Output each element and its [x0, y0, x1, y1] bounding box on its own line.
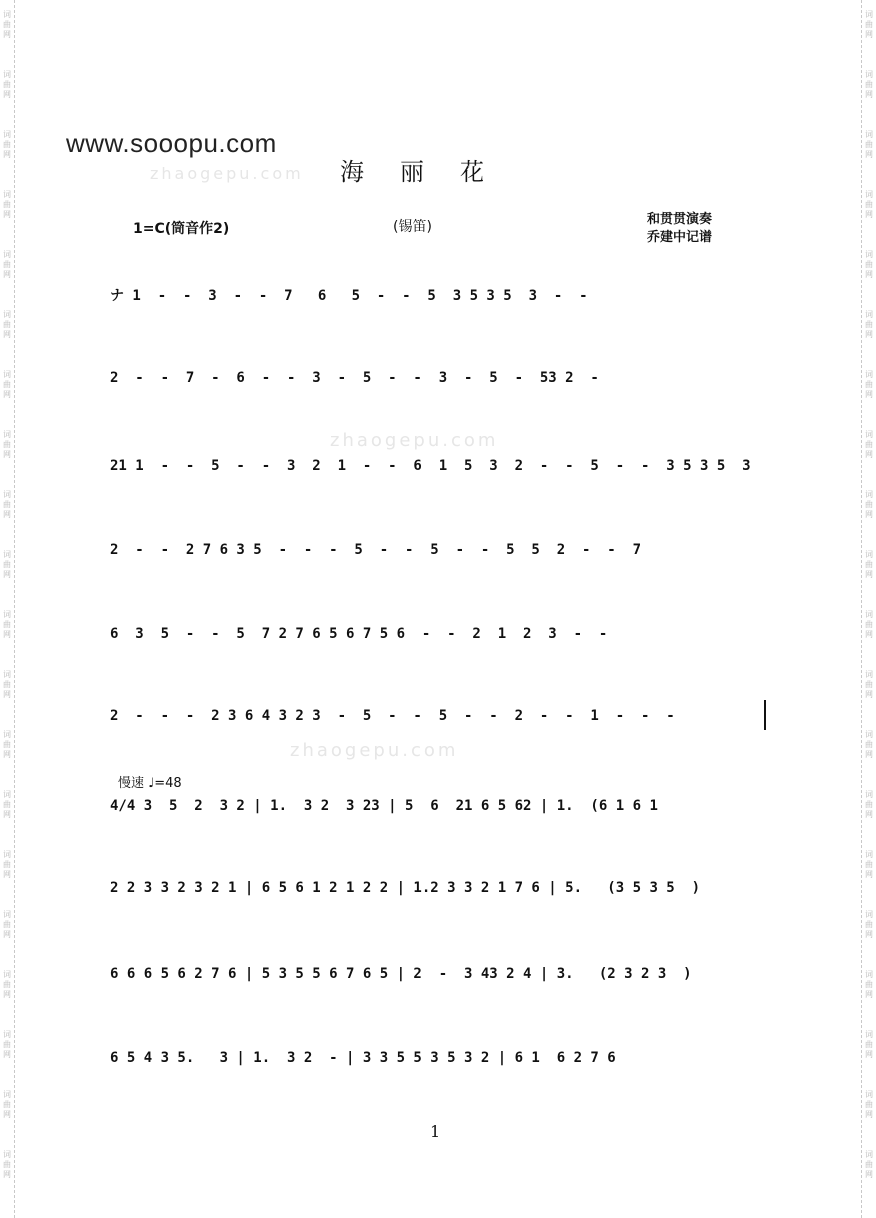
side-mark: 词曲网: [3, 910, 11, 939]
side-mark: 词曲网: [865, 250, 873, 279]
side-mark: 词曲网: [3, 310, 11, 339]
notation-line-10: 6 5 4 3 5. 3 | 1. 3 2 - | 3 3 5 5 3 5 3 2 | 6 1 6 2 7 6: [110, 1050, 616, 1066]
side-mark: 词曲网: [3, 1090, 11, 1119]
notation-line-1: ナ 1 - - 3 - - 7 6 5 - - 5 3 5 3 5 3 - -: [110, 288, 588, 304]
side-mark: 词曲网: [865, 430, 873, 459]
side-mark: 词曲网: [3, 790, 11, 819]
song-title: 海丽花: [340, 158, 520, 186]
side-mark: 词曲网: [3, 1150, 11, 1179]
side-mark: 词曲网: [865, 310, 873, 339]
side-mark: 词曲网: [3, 970, 11, 999]
side-mark: 词曲网: [3, 190, 11, 219]
site-url: www.sooopu.com: [66, 128, 277, 158]
side-mark: 词曲网: [3, 550, 11, 579]
notation-line-9: 6 6 6 5 6 2 7 6 | 5 3 5 5 6 7 6 5 | 2 - 3 43 2 4 | 3. (2 3 2 3 ): [110, 966, 692, 982]
notation-line-3: 21 1 - - 5 - - 3 2 1 - - 6 1 5 3 2 - - 5 - - 3 5 3 5 3: [110, 458, 751, 474]
side-mark: 词曲网: [3, 730, 11, 759]
watermark-middle: zhaogepu.com: [330, 430, 499, 451]
side-mark: 词曲网: [3, 370, 11, 399]
side-mark: 词曲网: [865, 1150, 873, 1179]
instrument: (锡笛): [393, 219, 432, 235]
side-mark: 词曲网: [865, 130, 873, 159]
side-mark: 词曲网: [865, 190, 873, 219]
side-mark: 词曲网: [3, 670, 11, 699]
side-mark: 词曲网: [865, 10, 873, 39]
page-number: 1: [430, 1122, 441, 1141]
notation-line-2: 2 - - 7 - 6 - - 3 - 5 - - 3 - 5 - 53 2 -: [110, 370, 599, 386]
side-mark: 词曲网: [3, 130, 11, 159]
notation-line-5: 6 3 5 - - 5 7 2 7 6 5 6 7 5 6 - - 2 1 2 3 - -: [110, 626, 608, 642]
side-mark: 词曲网: [865, 730, 873, 759]
side-mark: 词曲网: [3, 250, 11, 279]
performer-credit: 和贯贯演奏: [647, 212, 713, 227]
side-mark: 词曲网: [865, 670, 873, 699]
side-mark: 词曲网: [865, 610, 873, 639]
side-mark: 词曲网: [865, 370, 873, 399]
side-mark: 词曲网: [3, 10, 11, 39]
side-mark: 词曲网: [865, 850, 873, 879]
side-mark: 词曲网: [3, 430, 11, 459]
watermark-bottom: zhaogepu.com: [290, 740, 459, 761]
transcriber-credit: 乔建中记谱: [647, 230, 713, 245]
side-mark: 词曲网: [865, 790, 873, 819]
tempo-marking: 慢速 ♩=48: [118, 776, 182, 791]
side-mark: 词曲网: [865, 70, 873, 99]
key-signature: 1=C(筒音作2): [133, 221, 230, 237]
side-mark: 词曲网: [3, 490, 11, 519]
side-mark: 词曲网: [3, 1030, 11, 1059]
side-mark: 词曲网: [865, 490, 873, 519]
side-mark: 词曲网: [865, 550, 873, 579]
notation-line-6: 2 - - - 2 3 6 4 3 2 3 - 5 - - 5 - - 2 - - 1 - - -: [110, 708, 675, 724]
notation-line-8: 2 2 3 3 2 3 2 1 | 6 5 6 1 2 1 2 2 | 1.2 3 3 2 1 7 6 | 5. (3 5 3 5 ): [110, 880, 701, 896]
side-mark: 词曲网: [3, 70, 11, 99]
side-mark: 词曲网: [865, 970, 873, 999]
side-mark: 词曲网: [3, 610, 11, 639]
side-mark: 词曲网: [865, 1030, 873, 1059]
notation-line-7: 4/4 3 5 2 3 2 | 1. 3 2 3 23 | 5 6 21 6 5 62 | 1. (6 1 6 1: [110, 798, 658, 814]
watermark-top: zhaogepu.com: [150, 164, 304, 183]
side-mark: 词曲网: [3, 850, 11, 879]
side-mark: 词曲网: [865, 910, 873, 939]
notation-line-4: 2 - - 2 7 6 3 5 - - - 5 - - 5 - - 5 5 2 - - 7: [110, 542, 642, 558]
barline: [764, 700, 766, 730]
side-mark: 词曲网: [865, 1090, 873, 1119]
